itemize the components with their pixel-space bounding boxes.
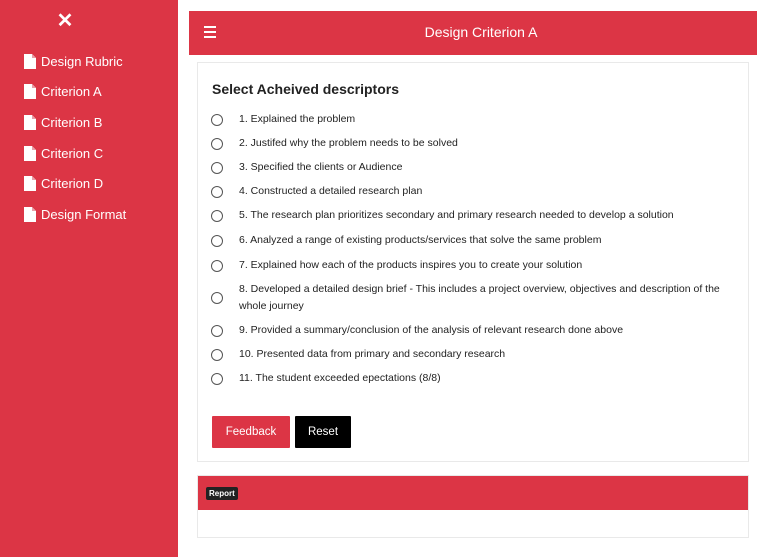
sidebar-item-label: Criterion A bbox=[41, 84, 102, 100]
sidebar bbox=[0, 0, 178, 557]
document-icon bbox=[24, 84, 36, 99]
sidebar-item-criterion-c[interactable] bbox=[24, 138, 126, 169]
descriptor-radio[interactable] bbox=[211, 138, 223, 150]
document-icon bbox=[24, 54, 36, 69]
descriptor-label: 5. The research plan prioritizes secondary and primary research needed to develop a solution bbox=[239, 209, 674, 221]
descriptor-label: 3. Specified the clients or Audience bbox=[239, 161, 403, 173]
sidebar-item-criterion-b[interactable] bbox=[24, 107, 126, 138]
document-icon bbox=[24, 115, 36, 130]
report-header bbox=[198, 476, 748, 510]
descriptor-radio[interactable] bbox=[211, 210, 223, 222]
descriptor-item bbox=[211, 232, 731, 249]
descriptor-item bbox=[211, 281, 731, 315]
close-icon[interactable]: ✕ bbox=[56, 10, 74, 32]
top-bar bbox=[189, 11, 757, 55]
descriptor-radio[interactable] bbox=[211, 373, 223, 385]
descriptor-label: 7. Explained how each of the products inspires you to create your solution bbox=[239, 259, 583, 271]
descriptor-item bbox=[211, 183, 731, 200]
document-icon bbox=[24, 176, 36, 191]
sidebar-item-label: Design Rubric bbox=[41, 53, 123, 69]
sidebar-item-criterion-a[interactable] bbox=[24, 77, 126, 108]
descriptor-label: 2. Justifed why the problem needs to be solved bbox=[239, 137, 458, 149]
sidebar-item-label: Design Format bbox=[41, 206, 127, 222]
report-card bbox=[197, 475, 749, 538]
descriptor-radio[interactable] bbox=[211, 114, 223, 126]
descriptor-radio[interactable] bbox=[211, 292, 223, 304]
report-badge: Report bbox=[206, 487, 238, 500]
reset-button[interactable]: Reset bbox=[295, 416, 351, 448]
descriptor-label: 11. The student exceeded epectations (8/8) bbox=[239, 372, 441, 384]
sidebar-item-label: Criterion C bbox=[41, 145, 104, 161]
sidebar-item-label: Criterion B bbox=[41, 114, 103, 130]
descriptor-item bbox=[211, 135, 731, 152]
descriptor-radio[interactable] bbox=[211, 349, 223, 361]
feedback-button[interactable]: Feedback bbox=[212, 416, 290, 448]
descriptor-label: 9. Provided a summary/conclusion of the analysis of relevant research done above bbox=[239, 324, 624, 336]
descriptor-item bbox=[211, 257, 731, 274]
descriptor-radio[interactable] bbox=[211, 260, 223, 272]
descriptor-label: 1. Explained the problem bbox=[239, 113, 356, 125]
descriptor-label: 4. Constructed a detailed research plan bbox=[239, 185, 423, 197]
descriptors-title: Select Acheived descriptors bbox=[212, 81, 400, 97]
sidebar-item-label: Criterion D bbox=[41, 176, 104, 192]
page-title: Design Criterion A bbox=[424, 24, 538, 40]
descriptor-label: 8. Developed a detailed design brief - This includes a project overview, objectives and description of the whole journey bbox=[239, 283, 720, 312]
document-icon bbox=[24, 146, 36, 161]
descriptor-item bbox=[211, 207, 731, 224]
descriptor-radio[interactable] bbox=[211, 235, 223, 247]
descriptors-card bbox=[197, 62, 749, 462]
descriptor-radio[interactable] bbox=[211, 325, 223, 337]
descriptor-item bbox=[211, 346, 731, 363]
descriptor-radio[interactable] bbox=[211, 162, 223, 174]
document-icon bbox=[24, 207, 36, 222]
descriptor-item bbox=[211, 159, 731, 176]
descriptor-item bbox=[211, 111, 731, 128]
sidebar-item-design-format[interactable] bbox=[24, 199, 126, 230]
descriptor-label: 10. Presented data from primary and secondary research bbox=[239, 348, 506, 360]
sidebar-nav bbox=[24, 46, 126, 230]
descriptor-label: 6. Analyzed a range of existing products/services that solve the same problem bbox=[239, 234, 602, 246]
descriptor-item bbox=[211, 370, 731, 387]
descriptor-radio[interactable] bbox=[211, 186, 223, 198]
sidebar-item-criterion-d[interactable] bbox=[24, 168, 126, 199]
descriptor-item bbox=[211, 322, 731, 339]
sidebar-item-design-rubric[interactable] bbox=[24, 46, 126, 77]
